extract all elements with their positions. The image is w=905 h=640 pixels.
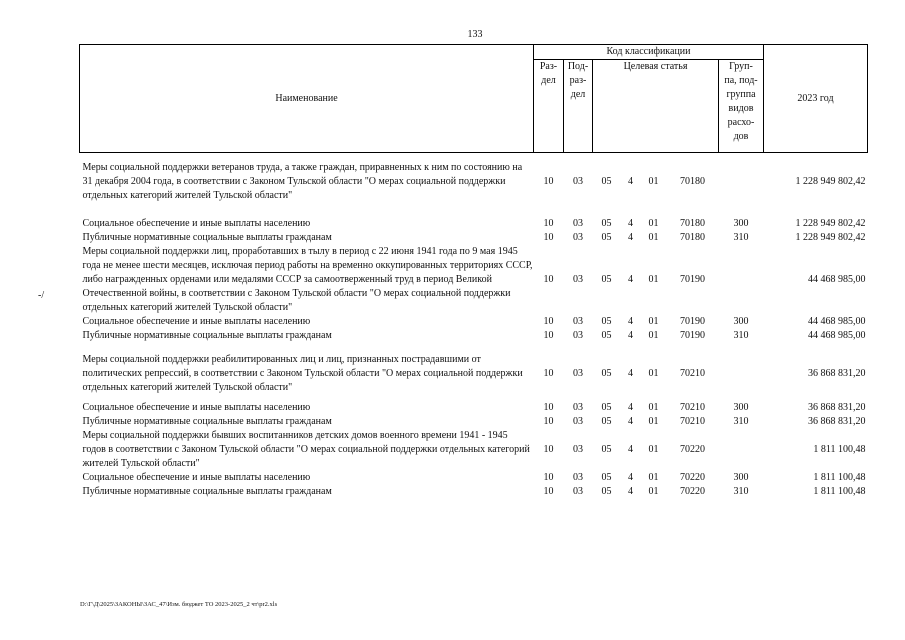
row-expense-group [719, 429, 764, 471]
row-expense-group: 310 [733, 415, 749, 427]
row-razdel: 10 [543, 401, 554, 413]
row-name: Публичные нормативные социальные выплаты гражданам [82, 329, 332, 341]
row-expense-group: 300 [733, 471, 749, 483]
table-row [80, 401, 868, 415]
table-row [80, 415, 868, 429]
row-podrazdel: 03 [573, 273, 583, 285]
row-target-type: 4 [628, 485, 633, 497]
row-amount: 1 811 100,48 [813, 443, 866, 455]
row-razdel: 10 [543, 367, 554, 379]
row-target-type: 4 [628, 367, 633, 379]
row-razdel: 10 [543, 485, 554, 497]
row-amount: 36 868 831,20 [808, 415, 866, 427]
row-podrazdel: 03 [573, 315, 583, 327]
row-name: Меры социальной поддержки реабилитированных лиц и лиц, признанных пострадавшими от политических репрессий, в соответствии с Законом Тульской области "О мерах социальной поддержки отдельных категорий жителей Тульской области" [82, 353, 523, 393]
row-target-program: 05 [601, 217, 612, 229]
row-razdel: 10 [543, 443, 554, 455]
header-razdel: Раз- дел [534, 60, 564, 153]
row-target-type: 4 [628, 329, 633, 341]
row-spacer [80, 343, 868, 353]
header-podrazdel: Под- раз- дел [564, 60, 593, 153]
row-expense-group [719, 245, 764, 315]
row-expense-group: 310 [733, 329, 749, 341]
budget-table [79, 44, 868, 499]
row-expense-group: 310 [733, 231, 749, 243]
table-row [80, 353, 868, 395]
row-target-type: 4 [628, 401, 633, 413]
row-name: Социальное обеспечение и иные выплаты населению [82, 401, 311, 413]
row-podrazdel: 03 [573, 231, 583, 243]
row-podrazdel: 03 [573, 415, 583, 427]
row-target-direction: 70220 [680, 443, 705, 455]
row-target-program: 05 [601, 231, 612, 243]
row-target-type: 4 [628, 415, 633, 427]
row-podrazdel: 03 [573, 217, 583, 229]
header-target: Целевая статья [593, 60, 719, 153]
row-expense-group: 300 [733, 315, 749, 327]
row-name: Публичные нормативные социальные выплаты гражданам [82, 231, 332, 243]
row-podrazdel: 03 [573, 471, 583, 483]
row-target-subprogram: 01 [648, 485, 659, 497]
row-target-type: 4 [628, 231, 633, 243]
row-target-subprogram: 01 [648, 217, 659, 229]
row-target-subprogram: 01 [648, 415, 659, 427]
row-target-direction: 70190 [680, 315, 705, 327]
row-name: Социальное обеспечение и иные выплаты населению [82, 217, 311, 229]
row-target-type: 4 [628, 175, 633, 187]
row-target-subprogram: 01 [648, 329, 659, 341]
footer-file-path: D:\Г\Д\2025\ЗАКОНЫ\ЗАС_47\Изм. бюджет ТО 2023-2025_2 чт\pr2.xls [80, 601, 278, 608]
row-amount: 1 811 100,48 [813, 471, 866, 483]
row-target-direction: 70210 [680, 367, 705, 379]
row-target-program: 05 [601, 471, 612, 483]
row-name: Публичные нормативные социальные выплаты гражданам [82, 415, 332, 427]
page-number: 133 [467, 29, 483, 40]
table-row [80, 429, 868, 471]
table-row [80, 217, 868, 231]
row-target-direction: 70180 [680, 231, 705, 243]
row-podrazdel: 03 [573, 367, 583, 379]
row-target-subprogram: 01 [648, 367, 659, 379]
row-target-direction: 70220 [680, 471, 705, 483]
row-target-program: 05 [601, 401, 612, 413]
table-header [80, 45, 868, 153]
row-amount: 1 228 949 802,42 [795, 175, 866, 187]
row-target-program: 05 [601, 367, 612, 379]
row-target-type: 4 [628, 471, 633, 483]
row-razdel: 10 [543, 231, 554, 243]
row-razdel: 10 [543, 471, 554, 483]
row-amount: 44 468 985,00 [808, 329, 866, 341]
table-row [80, 485, 868, 499]
row-name: Меры социальной поддержки ветеранов труда, а также граждан, приравненных к ним по состоянию на 31 декабря 2004 года, в соответствии с Законом Тульской области "О мерах социальной поддержки отдельных категорий жителей Тульской области" [82, 161, 523, 201]
table-row [80, 471, 868, 485]
row-expense-group: 300 [733, 401, 749, 413]
row-amount: 1 228 949 802,42 [795, 217, 866, 229]
row-target-subprogram: 01 [648, 443, 659, 455]
row-target-program: 05 [601, 315, 612, 327]
margin-mark: -/ [38, 290, 45, 301]
row-name: Меры социальной поддержки бывших воспитанников детских домов военного времени 1941 - 1945 годов в соответствии с Законом Тульской области "О мерах социальной поддержки отдельных категорий жителей Тульской области" [82, 429, 530, 469]
row-target-subprogram: 01 [648, 401, 659, 413]
row-target-program: 05 [601, 175, 612, 187]
row-expense-group [719, 153, 764, 211]
row-target-direction: 70210 [680, 401, 705, 413]
row-podrazdel: 03 [573, 443, 583, 455]
table-row [80, 329, 868, 343]
table-row [80, 231, 868, 245]
table-row [80, 153, 868, 211]
row-target-subprogram: 01 [648, 175, 659, 187]
row-target-program: 05 [601, 329, 612, 341]
row-podrazdel: 03 [573, 175, 583, 187]
row-target-type: 4 [628, 217, 633, 229]
table-row [80, 245, 868, 315]
row-target-program: 05 [601, 273, 612, 285]
header-year: 2023 год [764, 45, 868, 153]
row-amount: 44 468 985,00 [808, 315, 866, 327]
row-amount: 44 468 985,00 [808, 273, 866, 285]
row-target-direction: 70190 [680, 329, 705, 341]
row-amount: 36 868 831,20 [808, 367, 866, 379]
row-expense-group [719, 353, 764, 395]
row-expense-group: 300 [733, 217, 749, 229]
row-razdel: 10 [543, 329, 554, 341]
row-razdel: 10 [543, 217, 554, 229]
table-row [80, 315, 868, 329]
row-target-program: 05 [601, 485, 612, 497]
table-body [80, 153, 868, 499]
row-podrazdel: 03 [573, 485, 583, 497]
row-name: Социальное обеспечение и иные выплаты населению [82, 315, 311, 327]
row-target-program: 05 [601, 415, 612, 427]
row-razdel: 10 [543, 175, 554, 187]
row-target-direction: 70220 [680, 485, 705, 497]
row-target-program: 05 [601, 443, 612, 455]
row-amount: 1 228 949 802,42 [795, 231, 866, 243]
row-target-subprogram: 01 [648, 273, 659, 285]
row-amount: 1 811 100,48 [813, 485, 866, 497]
row-razdel: 10 [543, 273, 554, 285]
row-target-type: 4 [628, 273, 633, 285]
row-podrazdel: 03 [573, 401, 583, 413]
row-target-direction: 70180 [680, 175, 705, 187]
header-group: Груп- па, под- группа видов расхо- дов [719, 60, 764, 153]
row-target-type: 4 [628, 315, 633, 327]
row-razdel: 10 [543, 415, 554, 427]
row-amount: 36 868 831,20 [808, 401, 866, 413]
row-name: Меры социальной поддержки лиц, проработавших в тылу в период с 22 июня 1941 года по 9 мая 1945 года не менее шести месяцев, исключая период работы на временно оккупированных территориях СССР, либо награжденных орденами или медалями СССР за самоотверженный труд в период Великой Отечественной войны, в соответствии с Законом Тульской области "О мерах социальной поддержки отдельных категорий жителей Тульской области" [82, 245, 533, 313]
row-target-direction: 70210 [680, 415, 705, 427]
header-name: Наименование [80, 45, 534, 153]
row-target-subprogram: 01 [648, 315, 659, 327]
row-podrazdel: 03 [573, 329, 583, 341]
row-name: Социальное обеспечение и иные выплаты населению [82, 471, 311, 483]
row-target-direction: 70180 [680, 217, 705, 229]
row-target-direction: 70190 [680, 273, 705, 285]
row-razdel: 10 [543, 315, 554, 327]
row-expense-group: 310 [733, 485, 749, 497]
row-target-subprogram: 01 [648, 471, 659, 483]
row-name: Публичные нормативные социальные выплаты гражданам [82, 485, 332, 497]
row-target-type: 4 [628, 443, 633, 455]
header-classification: Код классификации [534, 45, 764, 60]
row-target-subprogram: 01 [648, 231, 659, 243]
